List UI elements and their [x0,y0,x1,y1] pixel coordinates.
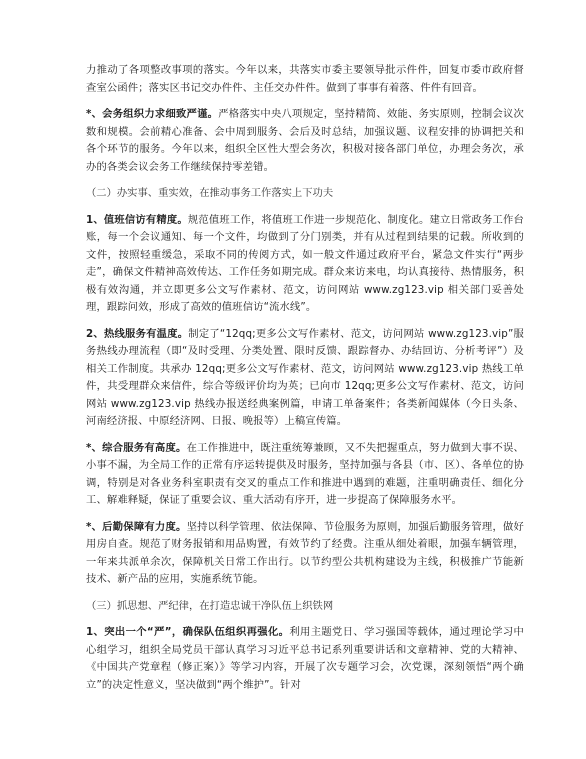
paragraph-duty-petition [86,212,524,317]
paragraph-1 [86,62,524,97]
paragraph-text: 规范值班工作，将值班工作进一步规范化、制度化。建立日常政务工作台账，每一个会议通知、每一个文件，均做到了分门别类，并有从过程到结果的记载。所收到的文件，按照轻重缓急，采取不同的传阅方式，如一般文件通过政府平台，紧急文件实行“两步走”，确保文件精神高效传达、工作任务如期完成。群众来访来电，均认真接待、热情服务，积极有效沟通，并立即更多公文写作素材、范文，访问网站 www.zg123.vip 相关部门妥善处理，跟踪问效，形成了高效的值班信访“流水线”。 [86,213,524,313]
paragraph-meeting-service [86,106,524,176]
paragraph-lead: 1、值班信访有精度。 [86,213,188,226]
paragraph-comprehensive-service [86,440,524,510]
paragraph-logistics [86,519,524,589]
paragraph-text: 严格落实中央八项规定，坚持精简、效能、务实原则，控制会议次数和规模。会前精心准备、会中周到服务、会后及时总结，加强议题、议程安排的协调把关和各个环节的服务。今年以来，组织全区性大型会务次，积极对接各部门单位，办理会务次，承办的各类会议会务工作继续保持零差错。 [86,108,524,173]
section-heading-3: （三）抓思想、严纪律，在打造忠诚干净队伍上织铁网 [86,599,334,612]
paragraph-hotline-service [86,326,524,431]
paragraph-text: 力推动了各项整改事项的落实。今年以来，共落实市委主要领导批示件件，回复市委市政府督查室公函件；落实区书记交办件件、主任交办件件。做到了事事有着落、件件有回音。 [86,64,524,94]
paragraph-text: 在工作推进中，既注重统筹兼顾，又不失把握重点，努力做到大事不误、小事不漏，为全局工作的正常有序运转提供及时服务，坚持加强与各县（市、区）、各单位的协调，特别是对各业务科室职责有交叉的重点工作和推进中遇到的难题，注重明确责任、细化分工、解难释疑，保证了重要会议、重大活动有序开，进一步提高了保障服务水平。 [86,441,524,506]
paragraph-organization [86,624,524,694]
paragraph-lead: 1、突出一个“严”，确保队伍组织再强化。 [86,626,290,638]
paragraph-lead: *、综合服务有高度。 [86,441,187,454]
paragraph-lead: *、会务组织力求细致严谨。 [86,108,219,120]
paragraph-text: 制定了“12qq;更多公文写作素材、范文，访问网站 www.zg123.vip”服务热线办理流程（即“及时受理、分类处置、限时反馈、跟踪督办、办结回访、分析考评”）及相关工作制度。共承办 12qq;更多公文写作素材、范文，访问网站 www.zg123.vip 热线工单件，共受理群众来信件，综合等级评价均为英；已向市 12qq;更多公文写作素材、范文，访问网站 www.zg123.vip 热线办报送经典案例篇，申请工单备案件；各类新闻媒体（今日头条、河南经济报、中原经济网、日报、晚报等）上稿宣传篇。 [86,327,525,427]
paragraph-lead: *、后勤保障有力度。 [86,520,187,533]
paragraph-lead: 2、热线服务有温度。 [86,327,189,340]
paragraph-text: 利用主题党日、学习强国等载体，通过理论学习中心组学习，组织全局党员干部认真学习习近平总书记系列重要讲话和文章精神、党的大精神、《中国共产党章程（修正案）》等学习内容，开展了次专题学习会，次党课，深刻领悟“两个确立”的决定性意义，坚决做到“两个维护”。针对 [86,626,524,691]
section-heading-2: （二）办实事、重实效，在推动事务工作落实上下功夫 [86,187,334,199]
paragraph-text: 坚持以科学管理、依法保障、节俭服务为原则，加强后勤服务管理，做好用房自查。规范了财务报销和用品购置，有效节约了经费。注重从细处着眼，加强车辆管理，一年来共派单余次，保障机关日常工作出行。以节约型公共机构建设为主线，积极推广节能新技术、新产品的应用，实施系统节能。 [86,520,524,585]
